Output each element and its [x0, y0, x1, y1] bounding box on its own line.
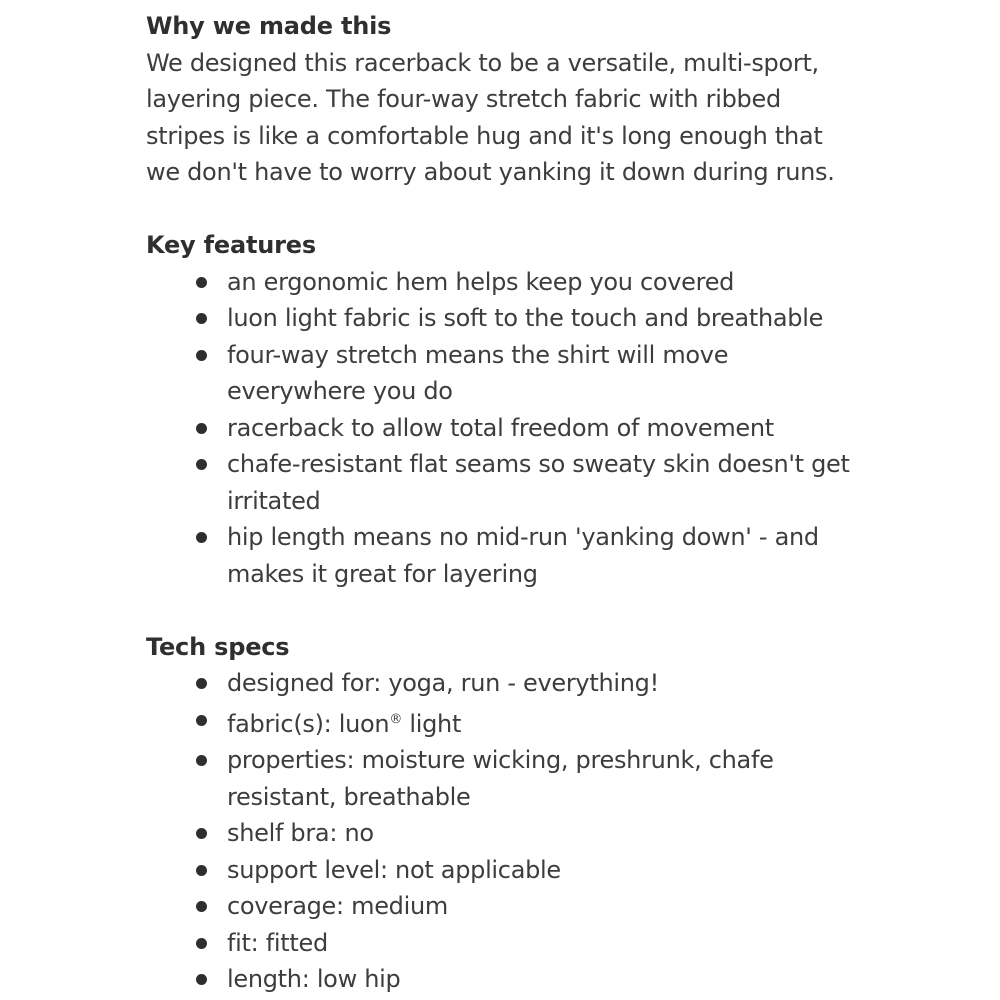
- list-item: [146, 702, 866, 743]
- list-item-text: length: low hip: [227, 965, 401, 993]
- why-paragraph: [146, 45, 866, 191]
- list-item-text: support level: not applicable: [227, 855, 561, 884]
- list-item-text: fit: fitted: [227, 928, 328, 957]
- bullet-icon: [196, 459, 207, 470]
- list-item-text: coverage: medium: [227, 892, 448, 920]
- bullet-icon: [196, 277, 207, 288]
- list-item: [146, 300, 866, 337]
- bullet-icon: [196, 901, 207, 912]
- why-line: we don't have to worry about yanking it down during runs.: [146, 158, 835, 186]
- list-item-text: hip length means no mid-run 'yanking down' - and: [227, 523, 819, 551]
- list-item-text: racerback to allow total freedom of movement: [227, 413, 774, 442]
- list-item: [146, 410, 866, 447]
- list-item: [146, 888, 866, 925]
- list-item-text: properties: moisture wicking, preshrunk, chafe: [227, 746, 774, 774]
- why-line: We designed this racerback to be a versatile, multi-sport,: [146, 48, 819, 77]
- bullet-icon: [196, 350, 207, 361]
- bullet-icon: [196, 865, 207, 876]
- list-item: [146, 815, 866, 852]
- section-gap: [146, 191, 866, 228]
- list-item: [146, 961, 866, 998]
- bullet-icon: [196, 678, 207, 689]
- bullet-icon: [196, 828, 207, 839]
- list-item-text: irritated: [227, 486, 321, 515]
- list-item-text: an ergonomic hem helps keep you covered: [227, 267, 735, 296]
- bullet-icon: [196, 423, 207, 434]
- list-item: [146, 519, 866, 592]
- why-line: stripes is like a comfortable hug and it's long enough that: [146, 121, 823, 150]
- bullet-icon: [196, 755, 207, 766]
- list-item: [146, 925, 866, 962]
- section-gap: [146, 592, 866, 629]
- list-item: [146, 337, 866, 410]
- specs-heading: Tech specs: [146, 632, 290, 661]
- list-item-text: everywhere you do: [227, 377, 453, 405]
- list-item-text: chafe-resistant flat seams so sweaty skin doesn't get: [227, 450, 850, 478]
- why-heading: Why we made this: [146, 12, 392, 40]
- list-item: [146, 446, 866, 519]
- list-item-text: shelf bra: no: [227, 819, 374, 847]
- list-item: [146, 665, 866, 702]
- list-item-text: designed for: yoga, run - everything!: [227, 669, 659, 697]
- bullet-icon: [196, 938, 207, 949]
- list-item-text: makes it great for layering: [227, 559, 538, 588]
- specs-list: [146, 665, 866, 998]
- product-description: [146, 8, 866, 998]
- bullet-icon: [196, 715, 207, 726]
- list-item: [146, 742, 866, 815]
- bullet-icon: [196, 532, 207, 543]
- list-item-text: four-way stretch means the shirt will move: [227, 340, 729, 369]
- bullet-icon: [196, 974, 207, 985]
- features-list: [146, 264, 866, 593]
- list-item: [146, 264, 866, 301]
- why-line: layering piece. The four-way stretch fabric with ribbed: [146, 85, 781, 113]
- list-item: [146, 852, 866, 889]
- list-item-text: fabric(s): luon® light: [227, 709, 462, 738]
- bullet-icon: [196, 313, 207, 324]
- list-item-text: resistant, breathable: [227, 782, 471, 811]
- features-heading: Key features: [146, 231, 316, 259]
- list-item-text: luon light fabric is soft to the touch and breathable: [227, 304, 824, 332]
